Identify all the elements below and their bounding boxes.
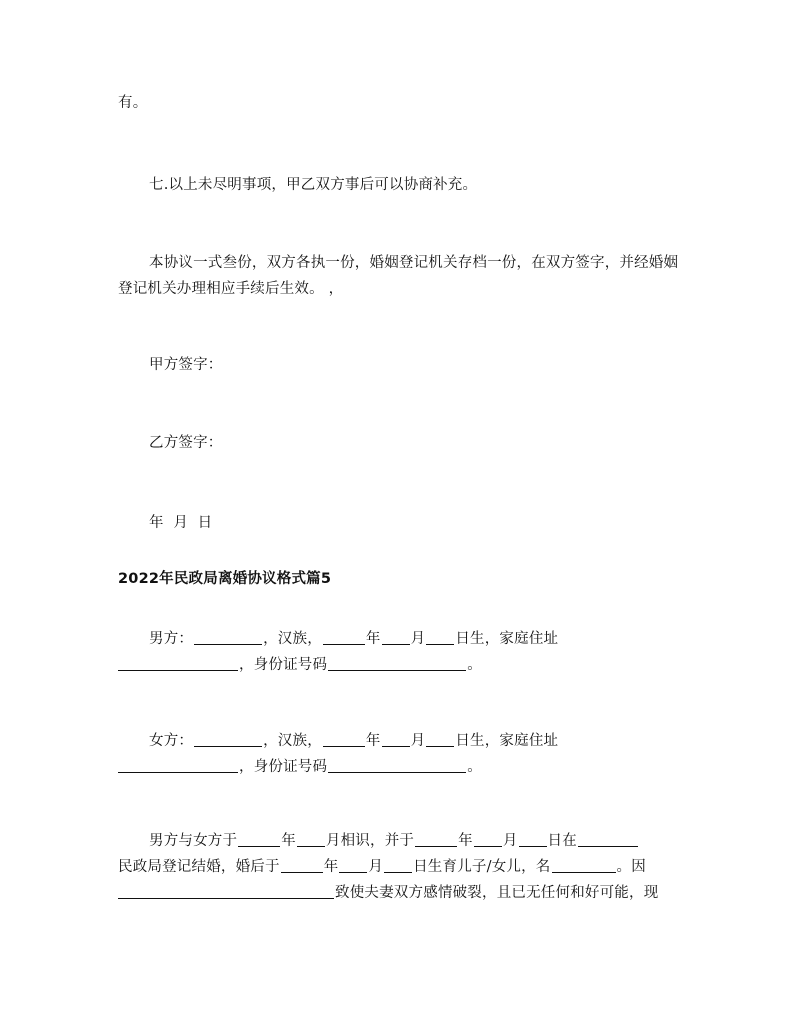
male-id-blank [328,655,466,671]
reason-blank [118,883,334,899]
male-id-text: ，身份证号码 [239,657,328,673]
marriage-text-9: 月 [368,859,384,875]
male-month-text: 月 [410,631,426,647]
meet-year-blank [238,831,280,847]
female-name-blank [194,731,262,747]
male-ethnicity-text: ，汉族， [263,631,322,647]
female-ethnicity-text: ，汉族， [263,733,322,749]
male-end-text: 。 [467,657,482,673]
male-party-paragraph [118,626,684,678]
female-end-text: 。 [467,759,482,775]
marriage-text-7: 民政局登记结婚，婚后于 [118,859,280,875]
clause-seven: 七.以上未尽明事项，甲乙双方事后可以协商补充。 [149,177,478,193]
meet-month-blank [297,831,325,847]
marriage-text-10: 日生育儿子/女儿，名 [413,859,551,875]
marriage-text-3: 月相识，并于 [325,833,415,849]
female-address-text: 日生，家庭住址 [455,733,559,749]
marriage-text-12: 致使夫妻双方感情破裂，且已无任何和好可能，现 [335,885,659,901]
wed-year-blank [415,831,457,847]
wed-day-blank [519,831,547,847]
female-year-text: 年 [365,733,381,749]
female-month-text: 月 [410,733,426,749]
child-name-blank [552,857,616,873]
birth-day-blank [384,857,412,873]
male-birth-month-blank [382,629,410,645]
marriage-text-5: 月 [502,833,518,849]
female-party-paragraph [118,728,684,780]
female-id-blank [328,757,466,773]
birth-year-blank [281,857,323,873]
marriage-text-2: 年 [281,833,296,849]
party-b-signature: 乙方签字： [149,435,223,451]
female-birth-year-blank [323,731,365,747]
copies-clause: 本协议一式叁份，双方各执一份，婚姻登记机关存档一份，在双方签字，并经婚姻登记机关办理相应手续后生效。 ， [118,255,679,297]
birth-month-blank [339,857,367,873]
wed-month-blank [474,831,502,847]
female-label: 女方： [149,733,194,749]
male-birth-year-blank [323,629,365,645]
party-a-signature: 甲方签字： [149,357,223,373]
section-title: 2022年民政局离婚协议格式篇5 [118,571,332,587]
male-name-blank [194,629,262,645]
female-birth-month-blank [382,731,410,747]
marriage-text-1: 男方与女方于 [149,833,238,849]
marriage-text-4: 年 [458,833,473,849]
marriage-text-11: 。因 [616,859,646,875]
date-line: 年 月 日 [149,515,213,531]
male-year-text: 年 [365,631,381,647]
male-birth-day-blank [426,629,454,645]
male-address-text: 日生，家庭住址 [455,631,559,647]
female-address-blank [118,757,238,773]
marriage-text-6: 日在 [547,833,577,849]
marriage-text-8: 年 [323,859,339,875]
female-birth-day-blank [426,731,454,747]
male-label: 男方： [149,631,194,647]
paragraph-end-fragment: 有。 [118,95,148,111]
male-address-blank [118,655,238,671]
marriage-paragraph [118,828,684,906]
female-id-text: ，身份证号码 [239,759,328,775]
registry-blank [578,831,638,847]
